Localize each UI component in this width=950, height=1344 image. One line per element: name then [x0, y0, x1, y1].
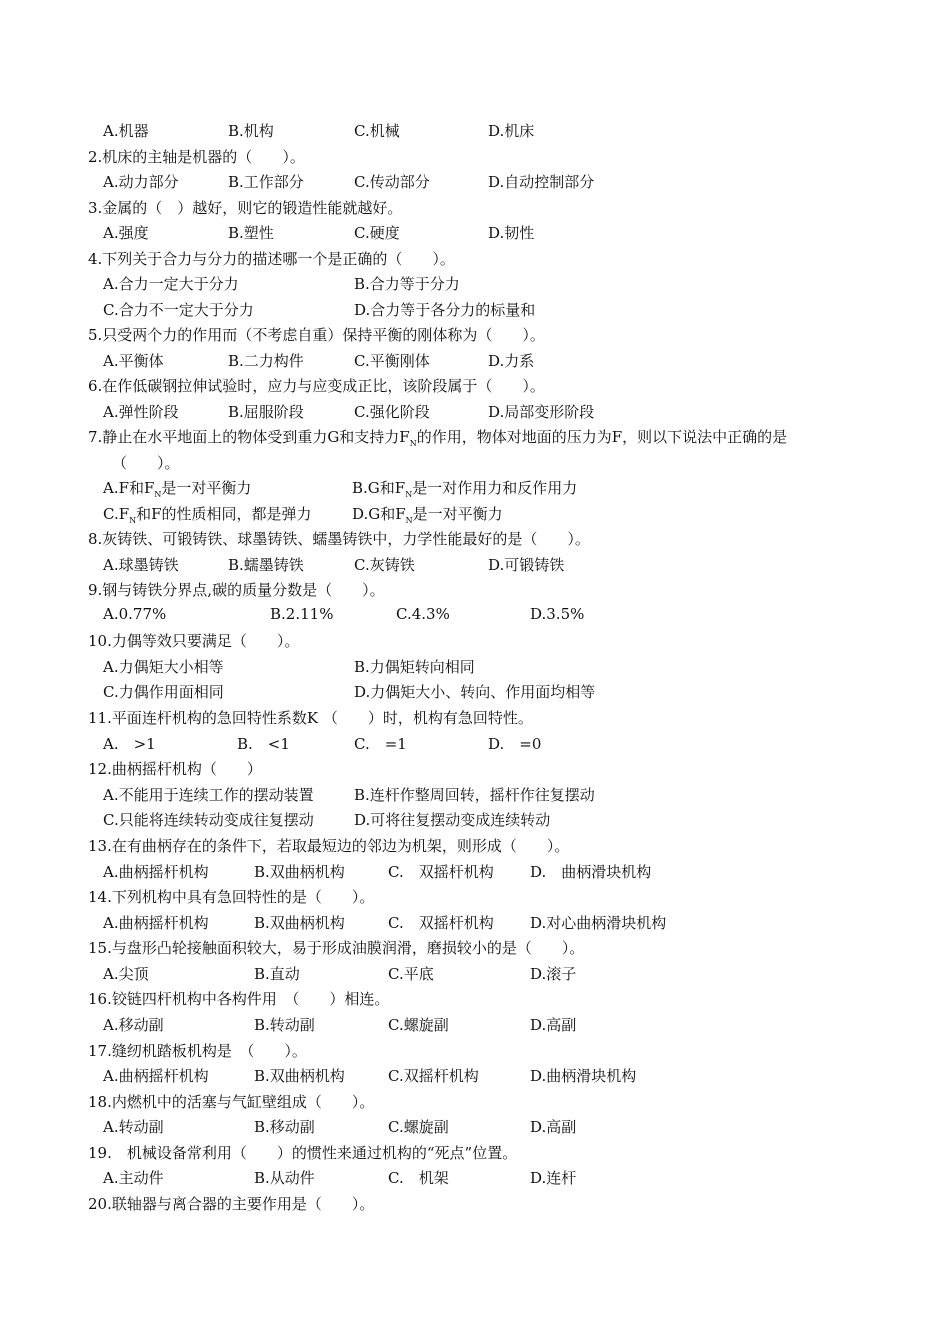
q14-option-c: C. 双摇杆机构: [388, 914, 494, 932]
q13-option-c: C. 双摇杆机构: [388, 863, 494, 881]
q5-option-b: B.二力构件: [228, 352, 304, 370]
q7-stem: [88, 426, 787, 448]
q12-stem: 12.曲柄摇杆机构（ ）: [88, 760, 262, 778]
q5-stem: 5.只受两个力的作用而（不考虑自重）保持平衡的刚体称为（ ）。: [88, 326, 545, 344]
q8-option-c: C.灰铸铁: [354, 556, 415, 574]
q2-option-b: B.工作部分: [228, 173, 304, 191]
q13-option-a: A.曲柄摇杆机构: [103, 863, 209, 881]
q9-stem: 9.钢与铸铁分界点,碳的质量分数是（ ）。: [88, 581, 385, 599]
q6-option-c: C.强化阶段: [354, 403, 430, 421]
q13-option-b: B.双曲柄机构: [254, 863, 345, 881]
q7-option-c-part1: C.F: [103, 505, 130, 523]
q5-option-d: D.力系: [488, 352, 535, 370]
q5-option-c: C.平衡刚体: [354, 352, 430, 370]
q15-option-c: C.平底: [388, 965, 434, 983]
q10-option-d: D.力偶矩大小、转向、作用面均相等: [354, 683, 596, 701]
q4-option-a: A.合力一定大于分力: [103, 275, 239, 293]
q12-option-a: A.不能用于连续工作的摆动装置: [103, 786, 314, 804]
q19-option-c: C. 机架: [388, 1169, 449, 1187]
q7-stem-part2: 的作用，物体对地面的压力为F，则以下说法中正确的是: [416, 428, 788, 446]
q12-option-c: C.只能将连续转动变成往复摆动: [103, 811, 314, 829]
q14-option-d: D.对心曲柄滑块机构: [530, 914, 667, 932]
q6-option-b: B.屈服阶段: [228, 403, 304, 421]
q17-stem: 17.缝纫机踏板机构是 （ ）。: [88, 1042, 307, 1060]
q13-option-d: D. 曲柄滑块机构: [530, 863, 652, 881]
q12-option-d: D.可将往复摆动变成连续转动: [354, 811, 551, 829]
q9-option-c: C.4.3%: [396, 605, 450, 623]
q16-option-a: A.移动副: [103, 1016, 164, 1034]
q2-option-a: A.动力部分: [103, 173, 179, 191]
q7-option-d-part1: D.G和F: [352, 505, 406, 523]
q3-stem: 3.金属的（ ）越好，则它的锻造性能就越好。: [88, 199, 403, 217]
q10-stem: 10.力偶等效只要满足（ ）。: [88, 632, 300, 650]
q5-option-a: A.平衡体: [103, 352, 164, 370]
q7-option-b: [352, 477, 577, 499]
q9-option-a: A.0.77%: [103, 605, 167, 623]
q7-subscript: N: [409, 439, 417, 448]
q15-option-d: D.滚子: [530, 965, 577, 983]
q14-option-b: B.双曲柄机构: [254, 914, 345, 932]
q10-option-a: A.力偶矩大小相等: [103, 658, 224, 676]
q18-option-b: B.移动副: [254, 1118, 315, 1136]
q17-option-a: A.曲柄摇杆机构: [103, 1067, 209, 1085]
q7-option-b-part2: 是一对作用力和反作用力: [412, 479, 578, 497]
q16-option-d: D.高副: [530, 1016, 577, 1034]
q6-option-d: D.局部变形阶段: [488, 403, 595, 421]
q11-option-c: C. =1: [354, 735, 407, 753]
q7-option-d-subscript: N: [405, 516, 413, 525]
q7-option-c-subscript: N: [129, 516, 137, 525]
q6-stem: 6.在作低碳钢拉伸试验时，应力与应变成正比，该阶段属于（ ）。: [88, 377, 545, 395]
q1-option-d: D.机床: [488, 122, 535, 140]
q19-option-b: B.从动件: [254, 1169, 315, 1187]
q7-stem-part1: 7.静止在水平地面上的物体受到重力G和支持力F: [88, 428, 410, 446]
q7-option-d-part2: 是一对平衡力: [412, 505, 503, 523]
q7-option-a-part2: 是一对平衡力: [161, 479, 252, 497]
q19-stem: 19. 机械设备常利用（ ）的惯性来通过机构的“死点”位置。: [88, 1144, 518, 1162]
q2-stem: 2.机床的主轴是机器的（ ）。: [88, 148, 305, 166]
q8-option-b: B.蠕墨铸铁: [228, 556, 304, 574]
q7-option-d: [352, 503, 503, 525]
q6-option-a: A.弹性阶段: [103, 403, 179, 421]
q7-option-b-part1: B.G和F: [352, 479, 406, 497]
q2-option-c: C.传动部分: [354, 173, 430, 191]
q8-option-d: D.可锻铸铁: [488, 556, 565, 574]
q4-option-b: B.合力等于分力: [354, 275, 460, 293]
q13-stem: 13.在有曲柄存在的条件下，若取最短边的邻边为机架，则形成（ ）。: [88, 837, 570, 855]
q16-stem: 16.铰链四杆机构中各构件用 （ ）相连。: [88, 990, 390, 1008]
q11-option-a: A. >1: [103, 735, 156, 753]
q8-stem: 8.灰铸铁、可锻铸铁、球墨铸铁、蠕墨铸铁中，力学性能最好的是（ ）。: [88, 530, 590, 548]
q8-option-a: A.球墨铸铁: [103, 556, 179, 574]
q7-option-a-subscript: N: [154, 490, 162, 499]
q3-option-a: A.强度: [103, 224, 149, 242]
q1-option-a: A.机器: [103, 122, 149, 140]
q15-stem: 15.与盘形凸轮接触面积较大，易于形成油膜润滑，磨损较小的是（ ）。: [88, 939, 585, 957]
q17-option-c: C.双摇杆机构: [388, 1067, 479, 1085]
q19-option-d: D.连杆: [530, 1169, 577, 1187]
q16-option-c: C.螺旋副: [388, 1016, 449, 1034]
q15-option-b: B.直动: [254, 965, 300, 983]
q9-option-b: B.2.11%: [270, 605, 334, 623]
q9-option-d: D.3.5%: [530, 605, 585, 623]
q19-option-a: A.主动件: [103, 1169, 164, 1187]
q7-option-a-part1: A.F和F: [103, 479, 155, 497]
q7-option-c-part2: 和F的性质相同，都是弹力: [136, 505, 312, 523]
q18-option-a: A.转动副: [103, 1118, 164, 1136]
q18-option-d: D.高副: [530, 1118, 577, 1136]
q3-option-c: C.硬度: [354, 224, 400, 242]
q3-option-d: D.韧性: [488, 224, 535, 242]
q11-option-b: B. <1: [237, 735, 290, 753]
q1-option-c: C.机械: [354, 122, 400, 140]
q7-option-c: [103, 503, 312, 525]
q14-stem: 14.下列机构中具有急回特性的是（ ）。: [88, 888, 375, 906]
q17-option-d: D.曲柄滑块机构: [530, 1067, 637, 1085]
q11-stem: 11.平面连杆机构的急回特性系数K （ ）时，机构有急回特性。: [88, 709, 533, 727]
q1-option-b: B.机构: [228, 122, 274, 140]
q12-option-b: B.连杆作整周回转，摇杆作往复摆动: [354, 786, 595, 804]
q18-option-c: C.螺旋副: [388, 1118, 449, 1136]
q7-stem-continued: （ ）。: [112, 454, 180, 472]
q4-option-d: D.合力等于各分力的标量和: [354, 301, 536, 319]
q14-option-a: A.曲柄摇杆机构: [103, 914, 209, 932]
q4-stem: 4.下列关于合力与分力的描述哪一个是正确的（ ）。: [88, 250, 455, 268]
q2-option-d: D.自动控制部分: [488, 173, 595, 191]
q10-option-b: B.力偶矩转向相同: [354, 658, 475, 676]
q20-stem: 20.联轴器与离合器的主要作用是（ ）。: [88, 1195, 375, 1213]
q17-option-b: B.双曲柄机构: [254, 1067, 345, 1085]
q7-option-b-subscript: N: [405, 490, 413, 499]
q7-option-a: [103, 477, 251, 499]
q11-option-d: D. =0: [488, 735, 542, 753]
q10-option-c: C.力偶作用面相同: [103, 683, 224, 701]
q18-stem: 18.内燃机中的活塞与气缸壁组成（ ）。: [88, 1093, 375, 1111]
q15-option-a: A.尖顶: [103, 965, 149, 983]
q16-option-b: B.转动副: [254, 1016, 315, 1034]
q3-option-b: B.塑性: [228, 224, 274, 242]
q4-option-c: C.合力不一定大于分力: [103, 301, 254, 319]
